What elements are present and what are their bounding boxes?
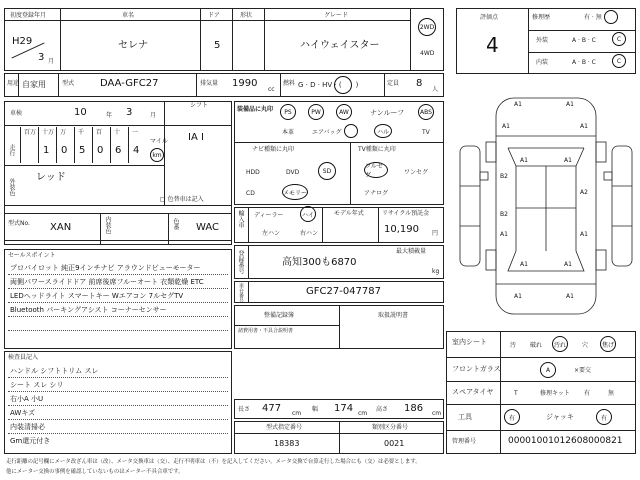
selling-point-line: Bluetooth パーキングアシスト コーナーセンサー [10,306,167,314]
equip-airbag: エアバッグ [312,129,342,136]
mileage-place-label: 百 [96,129,103,136]
tools-circle: 有 [504,409,520,425]
equip-abs: ABS [418,104,434,120]
grade-label: グレード [324,12,349,19]
interior-color-label: 内装色 [104,216,111,234]
height-value: 186 [404,403,424,414]
recycle-unit: 円 [432,230,439,237]
exterior-color-value: レッド [36,172,66,183]
left-hand-label: 左ハン [262,230,281,237]
equip-navi: ハル [374,124,392,138]
doors-value: 5 [214,40,221,51]
jack-label: ジャッキ [546,413,574,421]
month-unit: 月 [48,58,55,65]
recycle-value: 10,190 [384,224,419,235]
damage-mark: A1 [502,123,510,130]
doors-label: ドア [208,12,220,19]
damage-mark: A1 [580,123,588,130]
right-hand-label: 右ハン [300,230,319,237]
inspection-year: 10 [74,107,87,118]
wid-unit: cm [358,410,368,417]
mileage-place-label: 千 [78,129,85,136]
navi-sd: SD [318,162,336,180]
equip-leather: 本革 [282,129,295,136]
mileage-place-label: 万 [60,129,67,136]
designation-label-2: 類別区分番号 [372,424,409,431]
spare-kit: 修理キット [540,390,570,397]
equip-sunroof: ナンルーフ [370,109,405,117]
designation-value-1: 18383 [274,439,300,448]
model-year-label: モデル年式 [334,210,364,217]
interior-label: 内装 [536,59,549,66]
damage-mark: B2 [500,211,508,218]
color-change-note: □ 色替車は記入 [160,196,204,203]
mileage-label: 走行 [8,144,15,156]
selling-points-label: セールスポイント [8,252,56,259]
model-value: セレナ [118,40,148,51]
footer-note-2: 他にメーター交換の事例を確認していないものはメーター不具合車です。 [6,469,184,475]
mileage-digit: 0 [61,145,68,156]
damage-mark: A2 [580,189,588,196]
navi-hdd: HDD [246,169,260,176]
seat-stain-circle: 汚れ [552,336,568,352]
tv-label: TV種類に丸印 [358,146,396,153]
shift-value: IA I [188,132,204,143]
footer-note-1: 走行距離の記号欄にメータ改ざん車は（改）、メータ交換車は（交）、走行不明車は（不）を記入してください。メータ交換で台算走行した場合にも（交）は必要とします。 [6,459,421,465]
navi-memory: メモリー [282,184,308,200]
usage-value: 自家用 [22,80,46,89]
score-value: 4 [486,33,499,57]
damage-mark: A1 [514,293,522,300]
mileage-unit-alt: マイル [150,138,168,145]
fuel-hv-circle [334,76,352,94]
width-value: 174 [334,403,354,414]
katashiki-label: 型式 [62,80,75,87]
tv-analog: アナログ [364,190,389,197]
damage-mark: A1 [500,231,508,238]
interior-circle: C [612,54,626,68]
damage-mark: A1 [564,157,572,164]
damage-mark: A1 [580,231,588,238]
twd-circle: 2WD [418,18,436,36]
navi-dvd: DVD [286,169,300,176]
width-label: 幅 [312,406,319,413]
misc-docs-label: 諸費用書・不具合説明書 [238,328,294,334]
inspection-month-unit: 月 [150,112,157,119]
selling-point-line: プロパイロット 純正9インチナビ アラウンドビューモーター [10,264,201,272]
maint-record-label: 整備記録簿 [264,312,295,319]
fuel-label: 燃料 [283,80,296,87]
mileage-place-label: 一 [132,129,139,136]
chassis-value: GFC27-047787 [306,286,381,297]
selling-point-line: LEDヘッドライト スマートキー Wエアコン 7ルセグTV [10,292,184,300]
equip-tv: TV [422,129,430,136]
inspection-label: 車検 [10,110,23,117]
mileage-place-label: 十 [114,129,121,136]
tv-oneseg: ワンセグ [404,169,429,176]
navi-cd: CD [246,190,255,197]
tools-label: 工具 [458,413,472,421]
first-reg-label: 初度登録年月 [10,12,47,19]
mileage-digit: 1 [43,145,50,156]
inspector-note: 内装清掃必 [10,423,45,431]
mgmt-label: 管理番号 [452,438,477,445]
equip-ps: PS [280,104,296,120]
chassis-label: 車台番号 [238,283,244,303]
cap-label: 定員 [387,80,400,87]
dealer-label: ディーラー [254,212,284,219]
equip-pw: PW [308,104,324,120]
mileage-digit: 6 [115,145,122,156]
dealer-circle: ハイ [300,206,316,222]
shift-label: シフト [190,102,209,109]
damage-mark: A1 [514,101,522,108]
exterior-circle: C [612,32,626,46]
cc-value: 1990 [232,78,258,89]
selling-point-line: 両側パワースライドドア 前席後席フルーオート 衣類乾燥 ETC [10,278,204,286]
registration-value: 高知300も6870 [282,257,357,268]
registration-label: 登録番号 [237,250,244,274]
load-unit: kg [432,268,440,275]
spare-yes: 有 [584,390,591,397]
designation-value-2: 0021 [384,439,405,448]
usage-label: 用途 [7,80,20,87]
cc-unit: cc [268,86,275,93]
hei-unit: cm [432,410,442,417]
mileage-place-label: 百万 [24,129,37,136]
model-no-label: 型式No. [8,220,30,227]
spare-t: T [514,390,518,397]
designation-label-1: 型式指定番号 [266,424,303,431]
shape-label: 形状 [240,12,253,19]
interior-options: A · B · C [572,59,596,66]
glass-a-circle: A [540,362,556,378]
model-label: 車名 [122,12,135,19]
seat-opt-dirty: 汚 [510,342,517,349]
fourwd-label: 4WD [420,50,435,57]
repair-options: 有 · 無 [584,14,602,21]
inspector-note: シート スレ シリ [10,381,64,389]
inspector-note: 右小A 小U [10,395,44,403]
import-label: 輸入車 [237,210,244,228]
equipment-label: 装備品に丸印 [237,106,274,113]
jack-circle: 有 [596,409,612,425]
damage-mark: B2 [500,173,508,180]
inspector-note: AWキズ [10,409,36,417]
km-circle: km [150,148,164,162]
inspection-year-unit: 年 [106,112,113,119]
inspection-month: 3 [126,107,133,118]
cap-value: 8 [416,78,423,89]
inspector-notes-label: 検査員記入 [8,354,39,361]
repair-circle [604,10,618,24]
fuel-options: G · D · HV · ( ) [298,81,359,89]
spare-no: 無 [608,390,615,397]
mileage-digit: 5 [79,145,86,156]
damage-mark: A1 [520,157,528,164]
first-reg-value: H29 [12,36,33,47]
seat-label: 室内シート [452,338,487,346]
inspector-note: Gm還元付き [10,437,51,445]
length-label: 長さ [238,406,251,413]
mileage-digit: 0 [97,145,104,156]
color-no-label: 色番 [172,218,179,230]
navi-label: ナビ種類に丸印 [252,146,295,153]
glass-replace: ×要交 [574,367,592,374]
score-label: 評価点 [480,14,499,21]
damage-mark: A1 [564,261,572,268]
cap-unit: 人 [432,86,439,93]
color-no-value: WAC [196,222,219,233]
mgmt-value: 00001001012608000821 [508,436,623,446]
mileage-digit: 4 [133,145,140,156]
len-unit: cm [292,410,302,417]
katashiki-value: DAA-GFC27 [100,78,159,89]
repair-label: 修理歴 [532,14,551,21]
grade-value: ハイウェイスター [300,40,380,51]
exterior-options: A · B · C [572,37,596,44]
damage-mark: A1 [520,261,528,268]
manual-label: 取扱説明書 [378,312,409,319]
equip-aw: AW [336,104,352,120]
seat-burn-circle: 焦げ [600,336,616,352]
seat-opt-hole: 穴 [582,342,589,349]
first-reg-month: 3 [38,52,45,63]
glass-label: フロントガラス [452,365,501,373]
seat-opt-torn: 破れ [530,342,543,349]
tv-fullseg: フルセグ [364,162,388,178]
equip-circle-empty [344,124,358,138]
height-label: 高さ [376,406,389,413]
length-value: 477 [262,403,282,414]
car-damage-diagram [456,86,636,326]
mileage-place-label: 十万 [42,129,55,136]
load-label: 最大積載量 [396,248,427,255]
damage-mark: A1 [566,293,574,300]
model-no-value: XAN [50,222,72,233]
cc-label: 排気量 [200,80,219,87]
exterior-label: 外装 [536,37,549,44]
spare-label: スペアタイヤ [452,388,494,396]
exterior-color-label: 外装色 [8,178,15,196]
damage-mark: A1 [566,101,574,108]
inspector-note: ハンドル シフトトリム スレ [10,367,99,375]
recycle-label: リサイクル預託金 [382,210,430,217]
